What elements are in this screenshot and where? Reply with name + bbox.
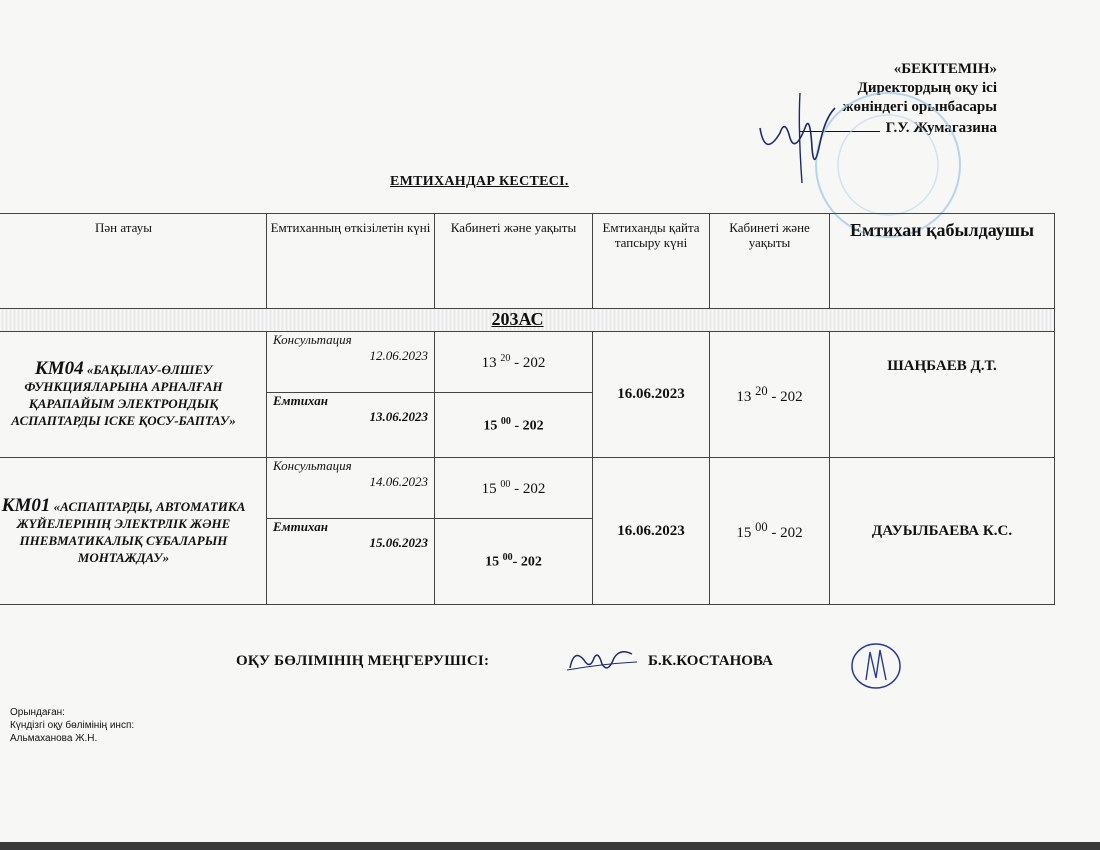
exam-minute: 00 (500, 415, 511, 427)
retake-hour: 15 (736, 525, 752, 541)
executor-position: Күндізгі оқу бөлімінің инсп: (10, 720, 135, 731)
exam-label: Емтихан (273, 519, 328, 534)
retake-date: 16.06.2023 (593, 458, 710, 605)
table-row (0, 332, 1055, 393)
exam-date: 15.06.2023 (369, 535, 428, 550)
header-subject: Пән атауы (0, 214, 267, 309)
executor-block (10, 706, 134, 745)
consult-room: - 202 (510, 480, 546, 497)
exam-schedule-table (0, 213, 1055, 605)
executor-label: Орындаған: (10, 707, 65, 718)
consultation-time (435, 458, 593, 519)
approval-position-2: жөніндегі орынбасары (842, 99, 997, 115)
head-signature (562, 640, 642, 680)
consult-minute: 00 (500, 478, 511, 490)
header-examiner: Емтихан қабылдаушы (830, 214, 1055, 309)
document-title: ЕМТИХАНДАР КЕСТЕСІ. (390, 174, 569, 189)
consultation-cell (267, 458, 435, 519)
header-row (0, 214, 1055, 309)
header-retake-room-time: Кабинеті және уақыты (710, 214, 830, 309)
consultation-date: 14.06.2023 (369, 474, 428, 489)
exam-cell (267, 519, 435, 605)
consultation-time (435, 332, 593, 393)
module-code: КМ04 (34, 358, 84, 379)
header-room-time: Кабинеті және уақыты (435, 214, 593, 309)
exam-cell (267, 393, 435, 458)
subject-cell (0, 332, 267, 458)
exam-room: - 202 (512, 554, 542, 570)
retake-minute: 00 (755, 520, 768, 534)
approval-heading: «БЕКІТЕМІН» (893, 61, 997, 77)
consultation-date: 12.06.2023 (369, 348, 428, 363)
exam-time (435, 393, 593, 458)
retake-time (710, 458, 830, 605)
exam-time (435, 519, 593, 605)
header-exam-date: Емтиханның өткізілетін күні (267, 214, 435, 309)
examiner-name: ШАҢБАЕВ Д.Т. (830, 332, 1055, 458)
consult-hour: 15 (481, 480, 497, 497)
subject-name: «АСПАПТАРДЫ, АВТОМАТИКА ЖҮЙЕЛЕРІНІҢ ЭЛЕКТРЛІК ЖӘНЕ ПНЕВМАТИКАЛЫҚ СҰБАЛАРЫН МОНТАЖДАУ» (16, 498, 246, 565)
consult-room: - 202 (510, 354, 546, 371)
subject-cell (0, 458, 267, 605)
consultation-cell (267, 332, 435, 393)
approval-position-1: Директордың оқу ісі (857, 80, 997, 96)
exam-label: Емтихан (273, 393, 328, 408)
retake-hour: 13 (736, 388, 752, 405)
exam-minute: 00 (502, 552, 513, 564)
scan-edge (0, 842, 1100, 850)
consultation-label: Консультация (273, 458, 352, 473)
consultation-label: Консультация (273, 332, 352, 347)
subject-name: «БАҚЫЛАУ-ӨЛШЕУ ФУНКЦИЯЛАРЫНА АРНАЛҒАН ҚАРАПАЙЫМ ЭЛЕКТРОНДЫҚ АСПАПТАРДЫ ІСКЕ ҚОСУ-БАПТАУ» (11, 362, 236, 428)
retake-minute: 20 (755, 383, 768, 398)
retake-date: 16.06.2023 (593, 332, 710, 458)
examiner-name: ДАУЫЛБАЕВА К.С. (830, 458, 1055, 605)
exam-date: 13.06.2023 (369, 409, 428, 424)
header-retake-date: Емтиханды қайта тапсыру күні (593, 214, 710, 309)
group-row (0, 309, 1055, 332)
retake-time (710, 332, 830, 458)
consult-minute: 20 (500, 352, 511, 364)
exam-room: - 202 (510, 418, 544, 434)
retake-room: - 202 (767, 525, 803, 541)
head-seal-mark (848, 640, 904, 692)
exam-hour: 15 (485, 554, 500, 570)
group-name: 203АС (0, 309, 1055, 332)
exam-hour: 15 (483, 418, 498, 434)
executor-name: Альмаханова Ж.Н. (10, 733, 98, 744)
director-signature (750, 88, 850, 188)
consult-hour: 13 (481, 354, 497, 371)
department-head-name: Б.К.КОСТАНОВА (648, 653, 773, 669)
approver-name: Г.У. Жумагазина (885, 120, 997, 136)
retake-room: - 202 (767, 388, 803, 405)
table-row (0, 458, 1055, 519)
module-code: КМ01 (1, 494, 51, 516)
department-head-title: ОҚУ БӨЛІМІНІҢ МЕҢГЕРУШІСІ: (236, 653, 490, 669)
